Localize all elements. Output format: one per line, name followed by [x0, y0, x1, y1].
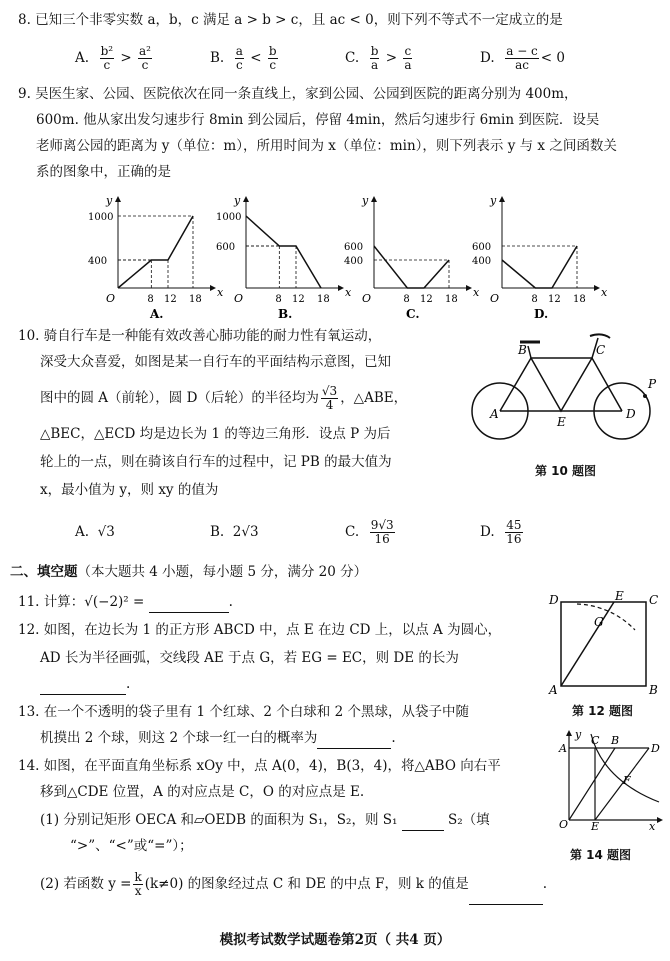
y-axis-label: y — [490, 194, 497, 207]
q8-option-c: C. $\frac{b}{a}$ > $\frac{c}{a}$ — [345, 44, 412, 72]
q13-line2: 机摸出 2 个球，则这 2 个球一红一白的概率为 . — [40, 728, 396, 749]
square-diagram — [545, 590, 660, 700]
svg-text:E: E — [615, 590, 624, 603]
q10-line5: 轮上的一点，则在骑该自行车的过程中，记 PB 的最大值为 — [40, 454, 392, 470]
q14-line2: 移到△CDE 位置，A 的对应点是 C，O 的对应点是 E. — [40, 784, 365, 800]
q8-stem: 8. 已知三个非零实数 a，b，c 满足 a > b > c，且 ac < 0，则下列不等式不一定成立的是 — [18, 12, 563, 28]
q14-line3: (1) 分别记矩形 OECA 和▱OEDB 的面积为 S₁，S₂，则 S₁ S₂（填 — [40, 810, 490, 831]
graph-caption: B. — [278, 307, 293, 318]
svg-text:D: D — [651, 742, 660, 755]
bicycle-diagram — [460, 326, 665, 446]
x-tick-label: 12 — [420, 294, 433, 305]
origin-label: O — [490, 292, 500, 305]
q9-line2: 600m. 他从家出发匀速步行 8min 到公园后，停留 4min，然后匀速步行 6min 到医院．设吴 — [36, 112, 600, 128]
y-tick-label: 400 — [344, 256, 364, 267]
y-tick-label: 600 — [216, 242, 236, 253]
section-2-header: 二、填空题（本大题共 4 小题，每小题 5 分，满分 20 分） — [10, 564, 368, 580]
x-tick-label: 18 — [317, 294, 330, 305]
coordinate-diagram — [555, 730, 663, 830]
q14-line5: (2) 若函数 y = $\frac{k}{x}$ (k≠0) 的图象经过点 C 和 DE 的中点 F，则 k 的值是 . — [40, 864, 547, 904]
q9-line1: 9. 吴医生家、公园、医院依次在同一条直线上，家到公园、公园到医院的距离分别为 400m， — [18, 86, 578, 102]
q8-option-b: B. $\frac{a}{c}$ < $\frac{b}{c}$ — [210, 44, 277, 72]
graph-line — [118, 216, 193, 288]
svg-text:C: C — [591, 734, 600, 747]
x-tick-label: 8 — [403, 294, 410, 305]
graph-b — [216, 194, 352, 318]
x-axis-label: x — [473, 286, 480, 299]
q14-part1-blank[interactable] — [402, 810, 444, 831]
q8-option-a: A. $\frac{\text{b²}}{c}$ > $\frac{\text{a²}}{c}$ — [75, 44, 151, 72]
x-axis-label: x — [345, 286, 352, 299]
graph-line — [246, 216, 321, 288]
graph-caption: C. — [406, 307, 420, 318]
y-axis-label: y — [362, 194, 369, 207]
q11-answer-blank[interactable] — [149, 592, 229, 613]
svg-text:F: F — [623, 774, 631, 787]
x-tick-label: 12 — [164, 294, 177, 305]
q10-line6: x，最小值为 y，则 xy 的值为 — [40, 482, 219, 498]
q12-answer-blank[interactable] — [40, 674, 126, 695]
y-tick-label: 1000 — [216, 212, 242, 223]
q9-graphs — [80, 188, 640, 318]
svg-text:D: D — [626, 407, 636, 421]
y-tick-label: 1000 — [88, 212, 114, 223]
svg-text:B: B — [518, 343, 527, 357]
k-over-x-fraction: $\frac{k}{x}$ — [134, 870, 142, 898]
origin-label: O — [106, 292, 116, 305]
graph-line — [374, 246, 449, 288]
y-tick-label: 400 — [88, 256, 108, 267]
q9-line4: 系的图象中，正确的是 — [36, 164, 171, 180]
y-axis-label: y — [234, 194, 241, 207]
q10-option-b: B. 2√3 — [210, 524, 259, 540]
y-tick-label: 400 — [472, 256, 492, 267]
graph-caption: A. — [150, 307, 164, 318]
y-tick-label: 600 — [472, 242, 492, 253]
x-tick-label: 18 — [445, 294, 458, 305]
x-axis-label: x — [217, 286, 224, 299]
q12-line2: AD 长为半径画弧，交线段 AE 于点 G，若 EG = EC，则 DE 的长为 — [40, 650, 459, 666]
y-axis-label: y — [106, 194, 113, 207]
q11: 11. 计算：√(−2)² = . — [18, 592, 233, 613]
svg-text:C: C — [596, 343, 606, 357]
q10-line4: △BEC，△ECD 均是边长为 1 的等边三角形．设点 P 为后 — [40, 426, 391, 442]
x-tick-label: 12 — [548, 294, 561, 305]
svg-text:E: E — [591, 820, 600, 830]
svg-text:y: y — [575, 730, 582, 741]
origin-label: O — [234, 292, 244, 305]
q14-caption: 第 14 题图 — [570, 848, 632, 862]
q14-line1: 14. 如图，在平面直角坐标系 xOy 中，点 A(0，4)，B(3，4)，将△ABO 向右平 — [18, 758, 501, 774]
graph-line — [502, 246, 577, 288]
origin-label: O — [362, 292, 372, 305]
svg-text:A: A — [490, 407, 499, 421]
q10-option-a: A. √3 — [75, 524, 115, 540]
x-tick-label: 8 — [275, 294, 282, 305]
q14-part2-blank[interactable] — [469, 864, 543, 905]
q12-caption: 第 12 题图 — [572, 704, 634, 718]
y-tick-label: 600 — [344, 242, 364, 253]
svg-text:B: B — [611, 734, 620, 747]
x-tick-label: 18 — [573, 294, 586, 305]
svg-text:x: x — [649, 820, 656, 830]
graph-a — [88, 194, 224, 318]
q14-line4: “>”、“<”或“=”）； — [70, 838, 193, 854]
q10-line2: 深受大众喜爱，如图是某一自行车的平面结构示意图，已知 — [40, 354, 391, 370]
q10-line3: 图中的圆 A（前轮），圆 D（后轮）的半径均为 $\frac{√3}{4}$ ，△ABE， — [40, 384, 408, 412]
x-tick-label: 18 — [189, 294, 202, 305]
q9-line3: 老师离公园的距离为 y（单位：m），所用时间为 x（单位：min），则下列表示 y 与 x 之间函数关 — [36, 138, 617, 154]
q10-option-c: C. $\frac{9√3}{16}$ — [345, 518, 394, 546]
graph-c — [344, 194, 480, 318]
svg-text:D: D — [549, 593, 559, 607]
x-tick-label: 8 — [531, 294, 538, 305]
q12-line1: 12. 如图，在边长为 1 的正方形 ABCD 中，点 E 在边 CD 上，以点 A 为圆心， — [18, 622, 502, 638]
svg-text:E: E — [557, 415, 566, 429]
x-tick-label: 12 — [292, 294, 305, 305]
page-footer: 模拟考试数学试题卷第2页（ 共4 页） — [219, 932, 451, 948]
q10-caption: 第 10 题图 — [535, 464, 597, 478]
svg-text:B: B — [649, 683, 658, 697]
radius-fraction: $\frac{√3}{4}$ — [321, 384, 338, 412]
q10-line1: 10. 骑自行车是一种能有效改善心肺功能的耐力性有氧运动， — [18, 328, 382, 344]
q8-option-d: D. $\frac{a - c}{ac}$ < 0 — [480, 44, 565, 72]
x-tick-label: 8 — [147, 294, 154, 305]
q13-line1: 13. 在一个不透明的袋子里有 1 个红球、2 个白球和 2 个黑球，从袋子中随 — [18, 704, 469, 720]
svg-text:C: C — [649, 593, 659, 607]
svg-text:O: O — [559, 818, 569, 830]
q13-answer-blank[interactable] — [317, 728, 391, 749]
svg-text:G: G — [594, 615, 604, 629]
graph-caption: D. — [534, 307, 549, 318]
svg-text:A: A — [549, 683, 558, 697]
svg-text:A: A — [559, 742, 567, 755]
q12-line3: . — [40, 674, 130, 695]
q10-option-d: D. $\frac{45}{16}$ — [480, 518, 522, 546]
svg-text:P: P — [648, 377, 657, 391]
x-axis-label: x — [601, 286, 608, 299]
graph-d — [472, 194, 608, 318]
